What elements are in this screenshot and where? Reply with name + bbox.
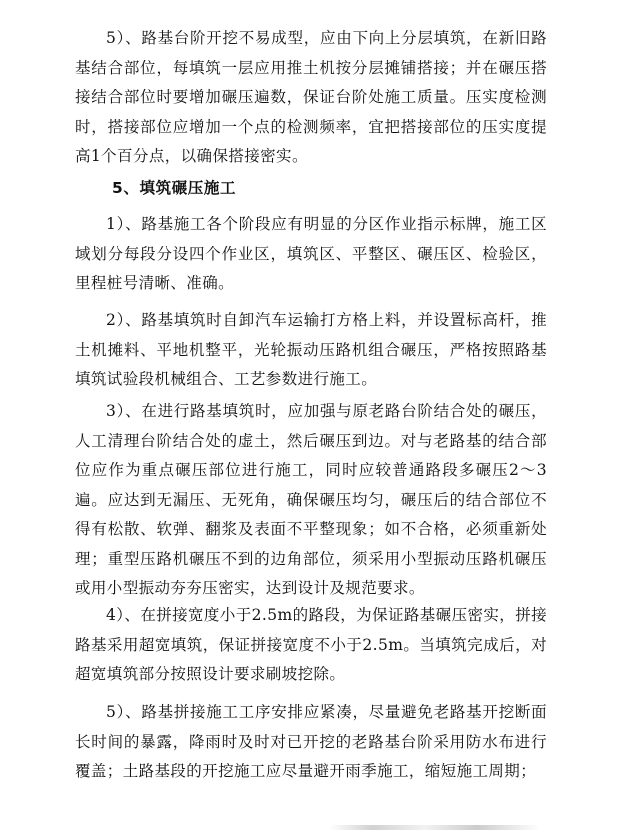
paragraph-subgrade-step-excavation: 5）、路基台阶开挖不易成型，应由下向上分层填筑，在新旧路基结合部位，每填筑一层应用推土机按分层摊铺搭接；并在碾压搭接结合部位时要增加碾压遍数，保证台阶处施工质量。压实度检测时，搭接部位应增加一个点的检测频率，宜把搭接部位的压实度提高1个百分点，以确保搭接密实。 [75, 29, 547, 165]
paragraph-joint-compaction: 3）、在进行路基填筑时，应加强与原老路台阶结合处的碾压，人工清理台阶结合处的虚土，然后碾压到边。对与老路基的结合部位应作为重点碾压部位进行施工，同时应较普通路段多碾压2～3遍。应达到无漏压、无死角，确保碾压均匀，碾压后的结合部位不得有松散、软弹、翻浆及表面不平整现象；如不合格，必须重新处理；重型压路机碾压不到的边角部位，须采用小型振动压路机碾压或用小型振动夯夯压密实，达到设计及规范要求。 [75, 402, 547, 597]
paragraph-filling-machinery: 2）、路基填筑时自卸汽车运输打方格上料，并设置标高杆，推土机摊料、平地机整平，光轮振动压路机组合碾压，严格按照路基填筑试验段机械组合、工艺参数进行施工。 [75, 311, 547, 388]
paragraph-splice-width: 4）、在拼接宽度小于2.5m的路段，为保证路基碾压密实，拼接路基采用超宽填筑，保证拼接宽度不小于2.5m。当填筑完成后，对超宽填筑部分按照设计要求刷坡挖除。 [75, 606, 547, 683]
paragraph-work-zones: 1）、路基施工各个阶段应有明显的分区作业指示标牌，施工区域划分每段分设四个作业区，填筑区、平整区、碾压区、检验区，里程桩号清晰、准确。 [75, 215, 547, 292]
paragraph-construction-sequence: 5）、路基拼接施工工序安排应紧凑，尽量避免老路基开挖断面长时间的暴露，降雨时及时对已开挖的老路基台阶采用防水布进行覆盖；土路基段的开挖施工应尽量避开雨季施工，缩短施工周期； [75, 703, 547, 780]
page-bottom-artifact [330, 825, 540, 830]
section-heading-fill-compaction: 5、填筑碾压施工 [112, 179, 237, 197]
